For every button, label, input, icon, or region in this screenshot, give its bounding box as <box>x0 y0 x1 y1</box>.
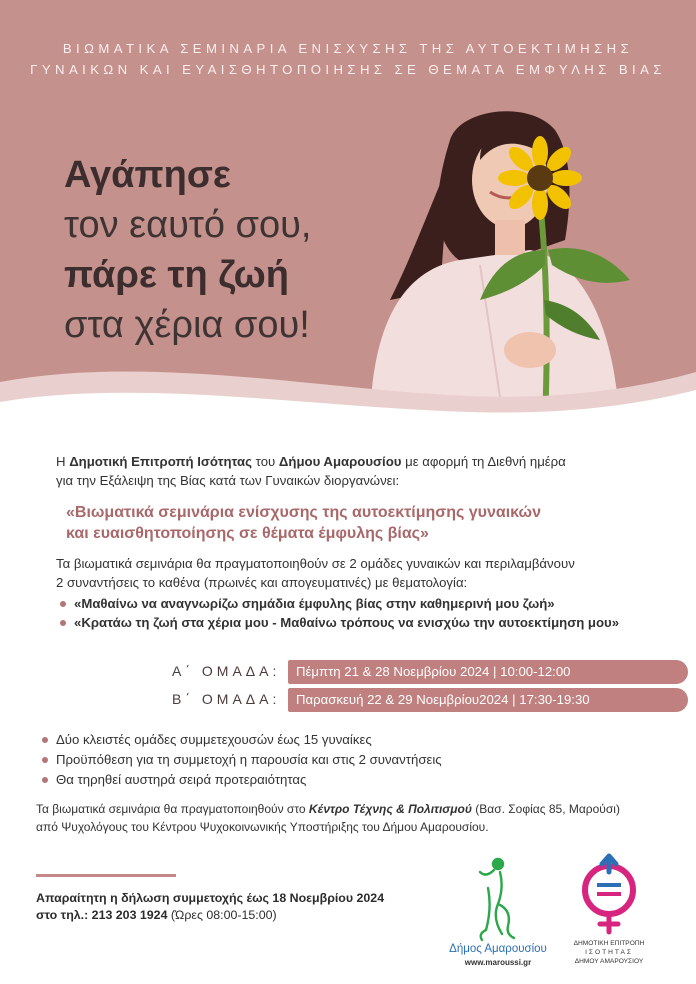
equality-committee-logo <box>564 852 664 972</box>
seminar-title-line: και ευαισθητοποίησης σε θέματα έμφυλης βίας» <box>66 525 429 542</box>
intro-text <box>56 452 666 490</box>
venue-place: Κέντρο Τέχνης & Πολιτισμού <box>308 802 472 816</box>
municipality-logo-url: www.maroussi.gr <box>464 958 532 967</box>
notes-list <box>36 730 636 790</box>
maroussi-municipality-logo <box>438 848 558 970</box>
group-a-row <box>36 660 696 684</box>
note-item: Προϋπόθεση για τη συμμετοχή η παρουσία και στις 2 συναντήσεις <box>38 750 636 770</box>
divider <box>36 874 176 877</box>
wave-divider <box>0 360 696 450</box>
note-item: Θα τηρηθεί αυστηρά σειρά προτεραιότητας <box>38 770 636 790</box>
poster-title-line: ΓΥΝΑΙΚΩΝ ΚΑΙ ΕΥΑΙΣΘΗΤΟΠΟΙΗΣΗΣ ΣΕ ΘΕΜΑΤΑ ΕΜΦΥΛΗΣ ΒΙΑΣ <box>30 62 666 77</box>
group-label: Α΄ ΟΜΑΔΑ: <box>172 663 281 679</box>
registration-phone <box>36 907 384 924</box>
venue-segment: Τα βιωματικά σεμινάρια θα πραγματοποιηθούν στο <box>36 802 309 816</box>
committee-logo-line: ΔΗΜΟΤΙΚΗ ΕΠΙΤΡΟΠΗ <box>573 940 645 947</box>
registration-info <box>36 890 384 924</box>
poster-title-line: ΒΙΩΜΑΤΙΚΑ ΣΕΜΙΝΑΡΙΑ ΕΝΙΣΧΥΣΗΣ ΤΗΣ ΑΥΤΟΕΚΤΙΜΗΣΗΣ <box>62 41 634 56</box>
separator: | <box>508 692 520 707</box>
seminar-title-line: «Βιωματικά σεμινάρια ενίσχυσης της αυτοεκτίμησης γυναικών <box>66 504 541 521</box>
topics-list <box>56 594 666 632</box>
slogan-line: Αγάπησε <box>64 154 231 196</box>
group-dates: Παρασκευή 22 & 29 Νοεμβρίου2024 <box>296 692 509 707</box>
slogan-line: στα χέρια σου! <box>64 304 310 346</box>
intro-segment: για την Εξάλειψη της Βίας κατά των Γυναικών διοργανώνει: <box>56 473 400 488</box>
office-hours: (Ώρες 08:00-15:00) <box>167 908 277 922</box>
venue-info <box>36 800 676 836</box>
municipality-name: Δήμου Αμαρουσίου <box>278 454 402 469</box>
slogan-line: πάρε τη ζωή <box>64 254 289 296</box>
group-time: 17:30-19:30 <box>519 692 590 707</box>
description-line: 2 συναντήσεις το καθένα (πρωινές και απογευματινές) με θεματολογία: <box>56 575 468 590</box>
description <box>56 554 666 592</box>
group-schedule-pill <box>288 688 688 712</box>
intro-segment: του <box>252 454 279 469</box>
hero-banner <box>0 0 696 420</box>
slogan <box>64 150 311 350</box>
intro-segment: με αφορμή τη Διεθνή ημέρα <box>401 454 566 469</box>
note-item: Δύο κλειστές ομάδες συμμετεχουσών έως 15 γυναίκες <box>38 730 636 750</box>
phone-number[interactable]: στο τηλ.: 213 203 1924 <box>36 908 168 922</box>
main-content <box>36 452 666 834</box>
seminar-title <box>66 502 666 544</box>
intro-segment: Η <box>56 454 70 469</box>
group-dates: Πέμπτη 21 & 28 Νοεμβρίου 2024 <box>296 664 490 679</box>
committee-logo-line: ΔΗΜΟΥ ΑΜΑΡΟΥΣΙΟΥ <box>574 958 644 965</box>
group-schedule-pill <box>288 660 688 684</box>
poster-title <box>0 38 696 80</box>
municipality-logo-name: Δήμος Αμαρουσίου <box>449 943 547 955</box>
topic-item: «Μαθαίνω να αναγνωρίζω σημάδια έμφυλης βίας στην καθημερινή μου ζωή» <box>56 594 666 613</box>
separator: | <box>489 664 501 679</box>
group-b-row <box>36 688 696 712</box>
topic-item: «Κρατάω τη ζωή στα χέρια μου - Μαθαίνω τρόπους να ενισχύω την αυτοεκτίμηση μου» <box>56 613 666 632</box>
slogan-line: τον εαυτό σου, <box>64 204 312 246</box>
group-label: Β΄ ΟΜΑΔΑ: <box>172 691 281 707</box>
group-time: 10:00-12:00 <box>500 664 571 679</box>
description-line: Τα βιωματικά σεμινάρια θα πραγματοποιηθούν σε 2 ομάδες γυναικών και περιλαμβάνουν <box>56 556 575 571</box>
committee-logo-line: ΙΣΟΤΗΤΑΣ <box>585 949 633 956</box>
venue-segment: από Ψυχολόγους του Κέντρου Ψυχοκοινωνικής Υποστήριξης του Δήμου Αμαρουσίου. <box>36 820 489 834</box>
registration-deadline: Απαραίτητη η δήλωση συμμετοχής έως 18 Νοεμβρίου 2024 <box>36 891 385 905</box>
committee-name: Δημοτική Επιτροπή Ισότητας <box>69 454 253 469</box>
venue-segment: (Βασ. Σοφίας 85, Μαρούσι) <box>471 802 620 816</box>
